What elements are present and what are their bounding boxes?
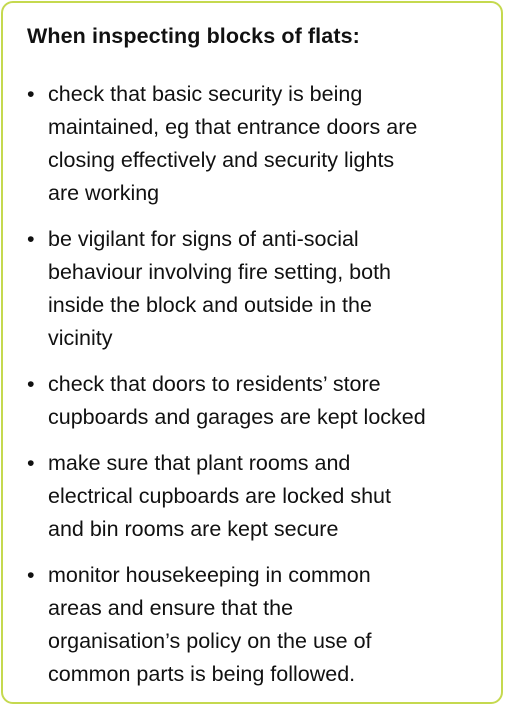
list-item-line: cupboards and garages are kept locked	[48, 405, 426, 429]
list-item	[3, 447, 503, 546]
list-item-line: check that doors to residents’ store	[48, 372, 381, 396]
info-panel	[1, 1, 503, 704]
list-item-line: and bin rooms are kept secure	[48, 517, 339, 541]
bullet-icon: •	[27, 563, 35, 587]
bullet-icon: •	[27, 372, 35, 396]
bullet-icon: •	[27, 227, 35, 251]
bullet-list	[3, 78, 503, 704]
list-item-text	[48, 368, 495, 434]
list-item-line: vicinity	[48, 326, 113, 350]
bullet-icon: •	[27, 451, 35, 475]
list-item-line: behaviour involving fire setting, both	[48, 260, 392, 284]
list-item-line: organisation’s policy on the use of	[48, 629, 372, 653]
list-item	[3, 368, 503, 434]
list-item	[3, 223, 503, 355]
list-item-line: electrical cupboards are locked shut	[48, 484, 391, 508]
list-item-line: be vigilant for signs of anti-social	[48, 227, 359, 251]
list-item-text	[48, 447, 495, 546]
list-item-line: inside the block and outside in the	[48, 293, 372, 317]
list-item	[3, 559, 503, 691]
list-item-line: monitor housekeeping in common	[48, 563, 371, 587]
panel-heading: When inspecting blocks of flats:	[27, 24, 360, 48]
list-item-text	[48, 559, 495, 691]
list-item-text	[48, 78, 495, 210]
list-item-line: check that basic security is being	[48, 82, 363, 106]
list-item-line: areas and ensure that the	[48, 596, 294, 620]
list-item	[3, 78, 503, 210]
list-item-line: maintained, eg that entrance doors are	[48, 115, 418, 139]
list-item-line: common parts is being followed.	[48, 662, 356, 686]
list-item-line: are working	[48, 181, 160, 205]
list-item-line: closing effectively and security lights	[48, 148, 395, 172]
list-item-text	[48, 223, 495, 355]
list-item-line: make sure that plant rooms and	[48, 451, 351, 475]
bullet-icon: •	[27, 82, 35, 106]
